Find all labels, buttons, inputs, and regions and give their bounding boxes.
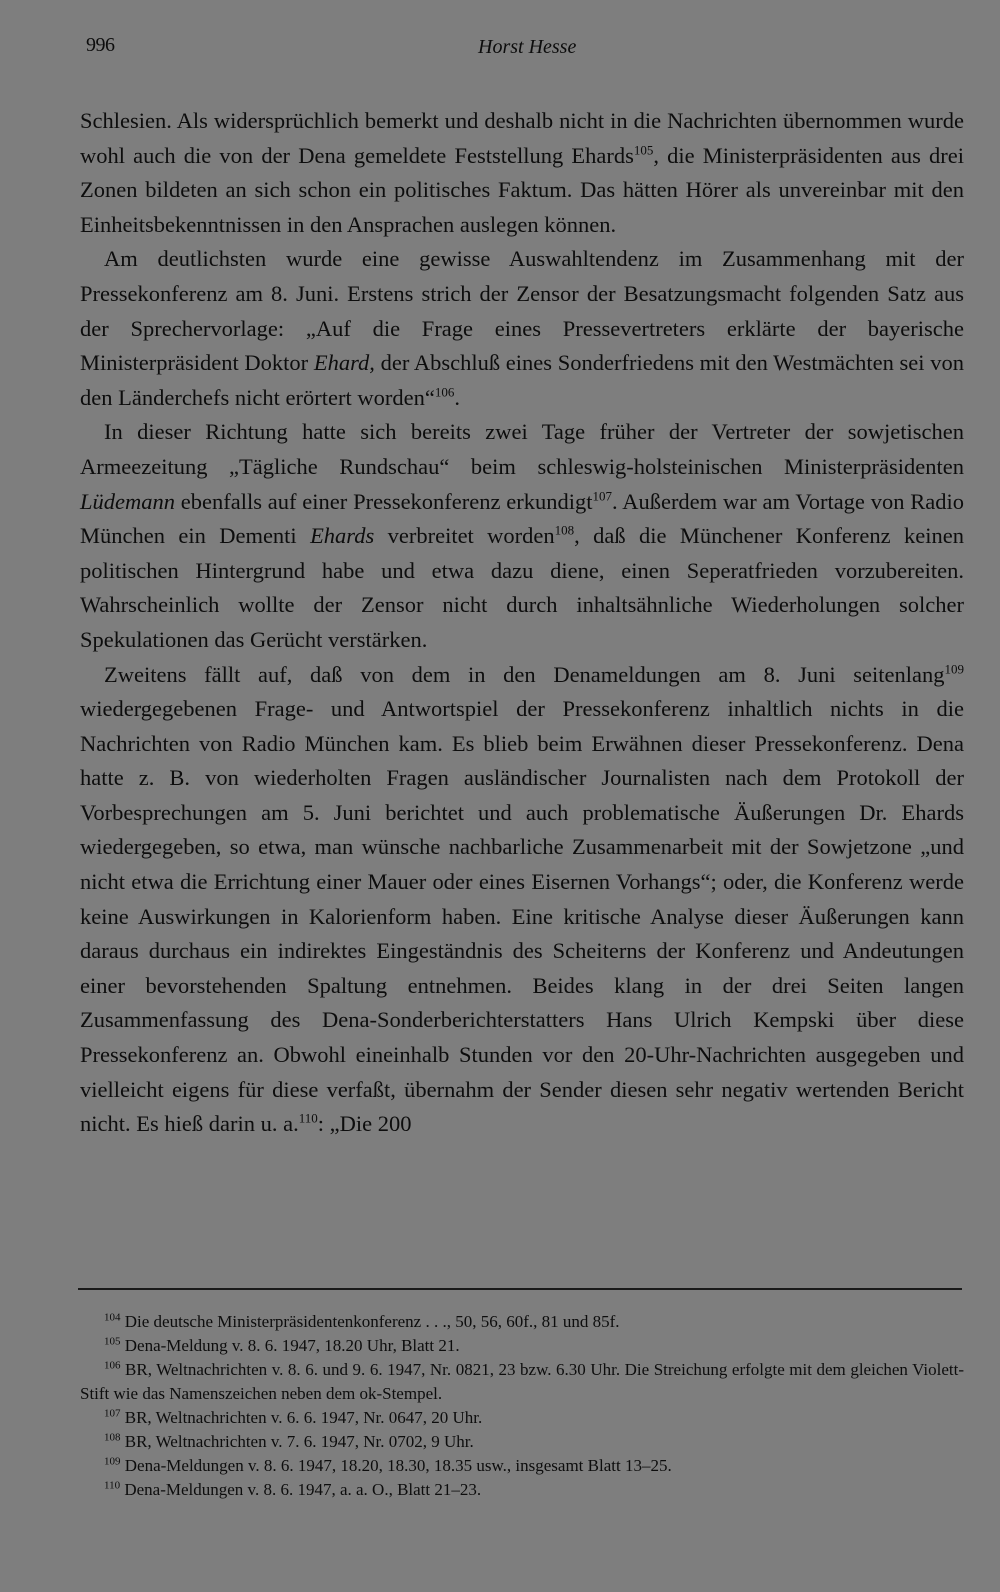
running-head: Horst Hesse: [478, 36, 577, 58]
footnote: [80, 1430, 964, 1454]
footnote-text: Dena-Meldungen v. 8. 6. 1947, a. a. O., Blatt 21–23.: [120, 1480, 482, 1499]
footnotes: [80, 1310, 964, 1502]
paragraph-1: [80, 104, 964, 242]
text-run: Am deutlichsten wurde eine gewisse Auswahltendenz im Zusammenhang mit der Pressekonferenz am 8. Juni. Erstens strich der Zensor der Besatzungsmacht folgenden Satz aus der Sprechervorlage: „Auf die Frage eines Pressevertreters erklärte der bayerische Ministerpräsident Doktor: [80, 246, 964, 376]
text-run: verbreitet worden: [374, 523, 555, 549]
footnote-text: BR, Weltnachrichten v. 7. 6. 1947, Nr. 0702, 9 Uhr.: [120, 1432, 474, 1451]
footnote-rule: [78, 1288, 962, 1290]
text-run: wiedergegebenen Frage- und Antwortspiel der Pressekonferenz inhaltlich nichts in die Nachrichten von Radio München kam. Es blieb beim Erwähnen dieser Pressekonferenz. Dena hatte z. B. von wiederholten Fragen ausländischer Journalisten nach dem Protokoll der Vorbesprechungen am 5. Juni berichtet und auch problematische Äußerungen Dr. Ehards wiedergegeben, so etwa, man wünsche nachbarliche Zusammenarbeit mit der Sowjetzone „und nicht etwa die Errichtung einer Mauer oder eines Eisernen Vorhangs“; oder, die Konferenz werde keine Auswirkungen in Kalorienform haben. Eine kritische Analyse dieser Äußerungen kann daraus durchaus ein indirektes Eingeständnis des Scheiterns der Konferenz und Andeutungen einer bevorstehenden Spaltung entnehmen. Beides klang in der drei Seiten langen Zusammenfassung des Dena-Sonderberichterstatters Hans Ulrich Kempski über diese Pressekonferenz an. Obwohl eineinhalb Stunden vor den 20-Uhr-Nachrichten ausgegeben und vielleicht eigens für diese verfaßt, übernahm der Sender diesen sehr negativ wertenden Bericht nicht. Es hieß darin u. a.: [80, 696, 964, 1137]
footnote-number: 110: [104, 1479, 121, 1492]
footnote-number: 108: [104, 1431, 121, 1444]
footnote: [80, 1334, 964, 1358]
footnote-number: 109: [104, 1455, 121, 1468]
footnote-text: BR, Weltnachrichten v. 8. 6. und 9. 6. 1947, Nr. 0821, 23 bzw. 6.30 Uhr. Die Streichung erfolgte mit dem gleichen Violett-Stift wie das Namenszeichen neben dem ok-Stempel.: [80, 1360, 964, 1403]
footnote: [80, 1406, 964, 1430]
text-run: , daß die Münchener Konferenz keinen politischen Hintergrund habe und etwa dazu diene, einen Seperatfrieden vorzubereiten. Wahrscheinlich wollte der Zensor nicht durch inhaltsähnliche Wiederholungen solcher Spekulationen das Gerücht verstärken.: [80, 523, 964, 652]
text-run: Schlesien. Als widersprüchlich bemerkt und deshalb nicht in die Nachrichten übernommen wurde wohl auch die von der Dena gemeldete Feststellung Ehards: [80, 108, 964, 168]
emphasized-name: Lüdemann: [80, 488, 175, 514]
text-run: , die Ministerpräsidenten aus drei Zonen bildeten an sich schon ein politisches Faktum. Das hätten Hörer als unvereinbar mit den Einheitsbekenntnissen in den Ansprachen auslegen können.: [80, 142, 964, 237]
footnote: [80, 1310, 964, 1334]
emphasized-name: Ehards: [310, 523, 375, 549]
footnote-text: Die deutsche Ministerpräsidentenkonferenz . . ., 50, 56, 60f., 81 und 85f.: [120, 1312, 620, 1331]
text-run: : „Die 200: [317, 1111, 412, 1137]
page-number: 996: [86, 34, 115, 56]
body-text: [80, 104, 964, 1142]
paragraph-4: [80, 658, 964, 1142]
footnote: [80, 1358, 964, 1406]
text-run: der Abschluß eines Sonderfriedens mit den Westmächten sei von den Länderchefs nicht erörtert worden“: [80, 350, 964, 410]
footnote-text: Dena-Meldungen v. 8. 6. 1947, 18.20, 18.30, 18.35 usw., insgesamt Blatt 13–25.: [120, 1456, 672, 1475]
footnote-text: Dena-Meldung v. 8. 6. 1947, 18.20 Uhr, Blatt 21.: [120, 1336, 460, 1355]
footnote-ref: 109: [944, 661, 964, 676]
footnote-ref: 106: [434, 384, 455, 400]
footnote-text: BR, Weltnachrichten v. 6. 6. 1947, Nr. 0647, 20 Uhr.: [120, 1408, 483, 1427]
text-run: .: [454, 384, 460, 410]
text-run: In dieser Richtung hatte sich bereits zwei Tage früher der Vertreter der sowjetischen Armeezeitung „Tägliche Rundschau“ beim schleswig-holsteinischen Ministerpräsidenten: [80, 419, 964, 479]
footnote: [80, 1454, 964, 1478]
text-run: . Außerdem war am Vortage von Radio München ein Dementi: [80, 488, 964, 549]
footnote-number: 105: [104, 1335, 121, 1348]
footnote: [80, 1478, 964, 1502]
footnote-ref: 108: [554, 522, 575, 538]
text-run: Zweitens fällt auf, daß von dem in den Denameldungen am 8. Juni seitenlang: [104, 661, 945, 687]
emphasized-name: Ehard,: [313, 350, 375, 376]
footnote-number: 104: [104, 1311, 121, 1324]
paragraph-3: [80, 415, 964, 657]
footnote-ref: 105: [633, 142, 654, 158]
footnote-ref: 110: [298, 1110, 318, 1126]
footnote-number: 106: [104, 1359, 121, 1372]
footnote-ref: 107: [592, 488, 613, 504]
footnote-number: 107: [104, 1407, 121, 1420]
paragraph-2: [80, 242, 964, 415]
text-run: ebenfalls auf einer Pressekonferenz erkundigt: [175, 488, 593, 514]
